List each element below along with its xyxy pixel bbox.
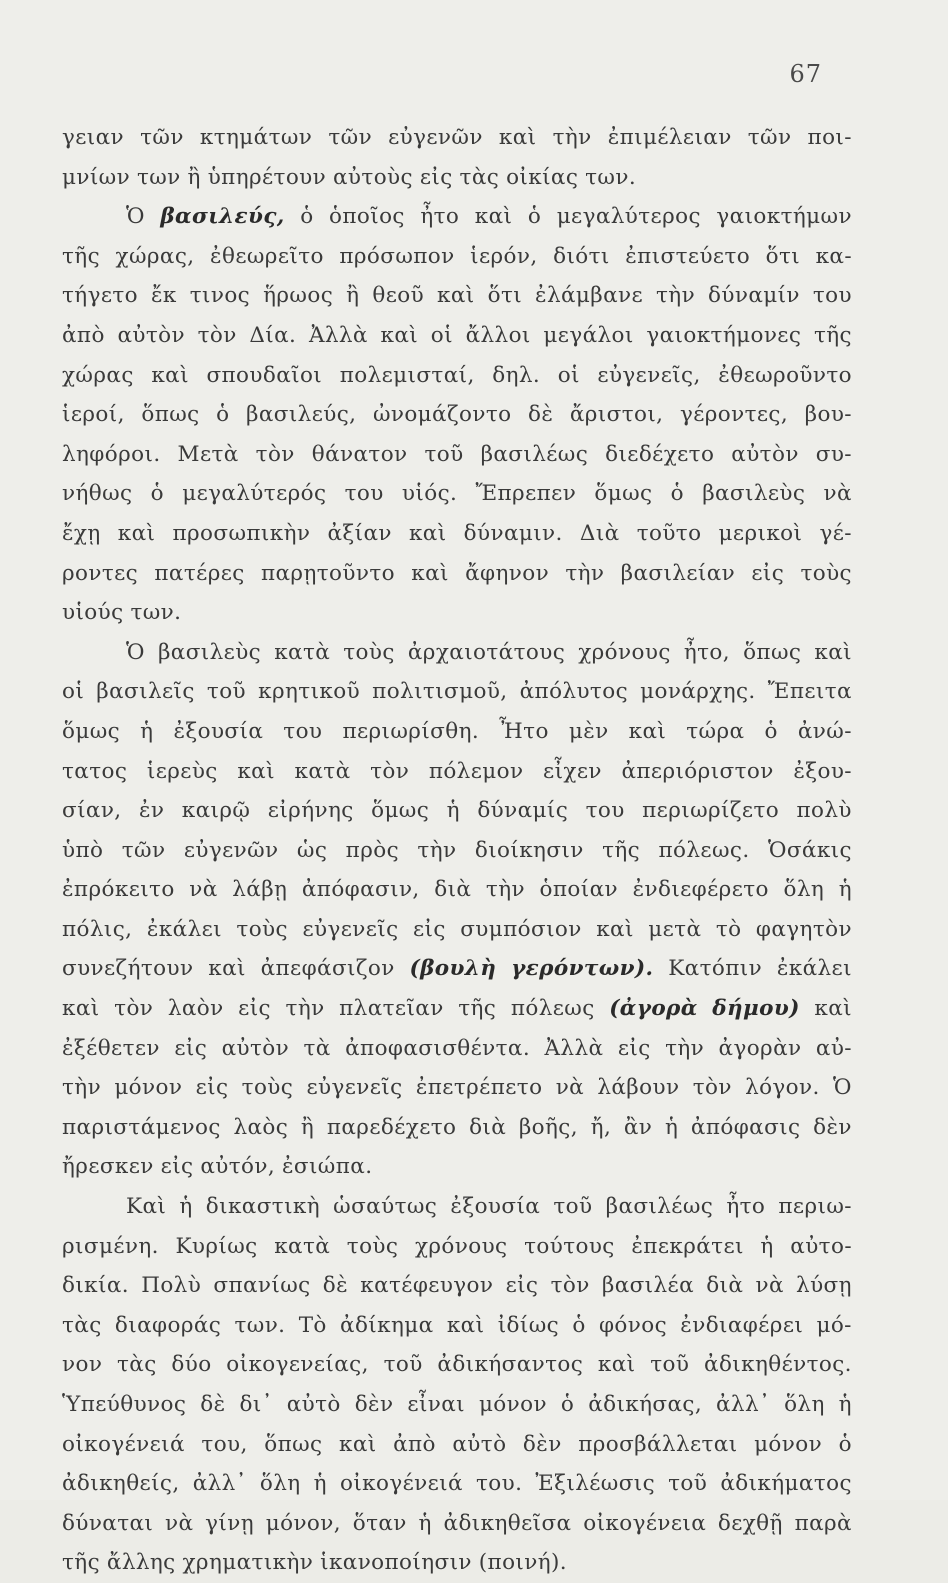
text-line: ὑπὸ τῶν εὐγενῶν ὡς πρὸς τὴν διοίκησιν τῆς πόλεως. Ὁσάκις (62, 837, 852, 863)
text-line: υἱούς των. (62, 600, 182, 626)
text-line: Ὁ βασιλεὺς κατὰ τοὺς ἀρχαιοτάτους χρόνους ἦτο, ὅπως καὶ (126, 639, 852, 665)
text-line: Καὶ ἡ δικαστικὴ ὡσαύτως ἐξουσία τοῦ βασιλέως ἦτο περιω- (126, 1194, 852, 1220)
text-line: ἔχῃ καὶ προσωπικὴν ἀξίαν καὶ δύναμιν. Διὰ τοῦτο μερικοὶ γέ- (62, 520, 852, 546)
text-line: τὴν μόνον εἰς τοὺς εὐγενεῖς ἐπετρέπετο νὰ λάβουν τὸν λόγον. Ὁ (62, 1075, 852, 1101)
text-line: καὶ τὸν λαὸν εἰς τὴν πλατεῖαν τῆς πόλεως (ἀγορὰ δήμου) καὶ (62, 996, 852, 1022)
text-line: ἐξέθετεν εἰς αὐτὸν τὰ ἀποφασισθέντα. Ἀλλὰ εἰς τὴν ἀγορὰν αὐ- (62, 1035, 852, 1061)
text-line: τήγετο ἔκ τινος ἥρωος ἢ θεοῦ καὶ ὅτι ἐλάμβανε τὴν δύναμίν του (62, 283, 852, 309)
text-line: ἐπρόκειτο νὰ λάβῃ ἀπόφασιν, διὰ τὴν ὁποίαν ἐνδιεφέρετο ὅλη ἡ (62, 877, 852, 903)
text-line: τῆς ἄλλης χρηματικὴν ἱκανοποίησιν (ποινή). (62, 1550, 568, 1576)
text-line: σίαν, ἐν καιρῷ εἰρήνης ὅμως ἡ δύναμίς του περιωρίζετο πολὺ (62, 798, 852, 824)
text-line: Ὁ βασιλεύς, ὁ ὁποῖος ἦτο καὶ ὁ μεγαλύτερος γαιοκτήμων (126, 204, 852, 230)
text-line: γειαν τῶν κτημάτων τῶν εὐγενῶν καὶ τὴν ἐπιμέλειαν τῶν ποι- (62, 125, 852, 150)
text-line: νήθως ὁ μεγαλύτερός του υἱός. Ἔπρεπεν ὅμως ὁ βασιλεὺς νὰ (62, 481, 852, 507)
text-line: οἱ βασιλεῖς τοῦ κρητικοῦ πολιτισμοῦ, ἀπόλυτος μονάρχης. Ἔπειτα (62, 679, 852, 705)
text-line: οἰκογένειά του, ὅπως καὶ ἀπὸ αὐτὸ δὲν προσβάλλεται μόνον ὁ (62, 1431, 852, 1457)
text-line: δύναται νὰ γίνῃ μόνον, ὅταν ἡ ἀδικηθεῖσα οἰκογένεια δεχθῇ παρὰ (62, 1510, 852, 1536)
text-line: νον τὰς δύο οἰκογενείας, τοῦ ἀδικήσαντος καὶ τοῦ ἀδικηθέντος. (62, 1352, 852, 1378)
text-line: ληφόροι. Μετὰ τὸν θάνατον τοῦ βασιλέως διεδέχετο αὐτὸν συ- (62, 441, 852, 467)
text-line: τατος ἱερεὺς καὶ κατὰ τὸν πόλεμον εἶχεν ἀπεριόριστον ἐξου- (62, 758, 852, 784)
text-line: ἀπὸ αὐτὸν τὸν Δία. Ἀλλὰ καὶ οἱ ἄλλοι μεγάλοι γαιοκτήμονες τῆς (62, 322, 852, 348)
body-text (62, 118, 852, 1583)
text-line: ἱεροί, ὅπως ὁ βασιλεύς, ὠνομάζοντο δὲ ἄριστοι, γέροντες, βου- (62, 402, 852, 428)
text-line: χώρας καὶ σπουδαῖοι πολεμισταί, δηλ. οἱ εὐγενεῖς, ἐθεωροῦντο (62, 362, 852, 388)
text-line: ρισμένη. Κυρίως κατὰ τοὺς χρόνους τούτους ἐπεκράτει ἡ αὐτο- (62, 1233, 852, 1259)
text-line: τῆς χώρας, ἐθεωρεῖτο πρόσωπον ἱερόν, διότι ἐπιστεύετο ὅτι κα- (62, 243, 852, 269)
text-line: δικία. Πολὺ σπανίως δὲ κατέφευγον εἰς τὸν βασιλέα διὰ νὰ λύσῃ (62, 1273, 852, 1299)
text-line: ὅμως ἡ ἐξουσία του περιωρίσθη. Ἦτο μὲν καὶ τώρα ὁ ἀνώ- (62, 718, 852, 744)
text-line: τὰς διαφοράς των. Τὸ ἀδίκημα καὶ ἰδίως ὁ φόνος ἐνδιαφέρει μό- (62, 1312, 852, 1338)
text-line: πόλις, ἐκάλει τοὺς εὐγενεῖς εἰς συμπόσιον καὶ μετὰ τὸ φαγητὸν (62, 916, 852, 942)
text-line: μνίων των ἢ ὑπηρέτουν αὐτοὺς εἰς τὰς οἰκίας των. (62, 164, 637, 190)
text-line: ἀδικηθείς, ἀλλ᾽ ὅλη ἡ οἰκογένειά του. Ἐξιλέωσις τοῦ ἀδικήματος (62, 1471, 852, 1497)
text-line: ἤρεσκεν εἰς αὐτόν, ἐσιώπα. (62, 1154, 373, 1180)
text-line: συνεζήτουν καὶ ἀπεφάσιζον (βουλὴ γερόντων). Κατόπιν ἐκάλει (62, 956, 852, 982)
text-line: Ὑπεύθυνος δὲ δι᾽ αὐτὸ δὲν εἶναι μόνον ὁ ἀδικήσας, ἀλλ᾽ ὅλη ἡ (62, 1392, 852, 1417)
page-number: 67 (789, 60, 822, 88)
text-line: ροντες πατέρες παρῃτοῦντο καὶ ἄφηνον τὴν βασιλείαν εἰς τοὺς (62, 560, 852, 586)
text-line: παριστάμενος λαὸς ἢ παρεδέχετο διὰ βοῆς, ἤ, ἂν ἡ ἀπόφασις δὲν (62, 1114, 852, 1140)
